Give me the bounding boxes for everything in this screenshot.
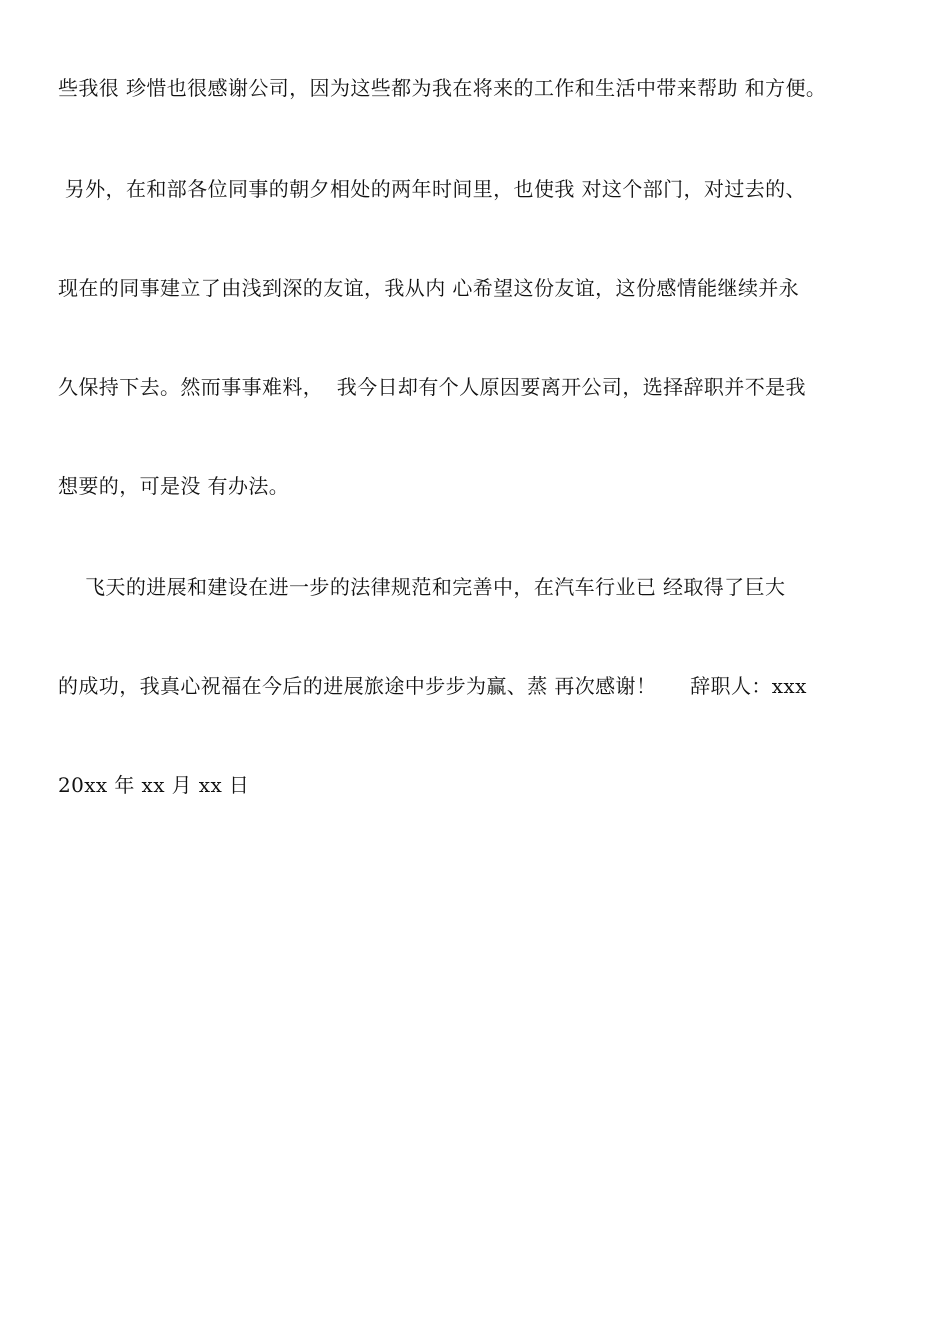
signature-line: 的成功，我真心祝福在今后的进展旅途中步步为赢、蒸 再次感谢！ 辞职人：xxx [58, 674, 807, 698]
date-line: 20xx 年 xx 月 xx 日 [58, 773, 250, 797]
body-text-line: 想要的，可是没 有办法。 [58, 474, 290, 498]
body-text-line: 飞天的进展和建设在进一步的法律规范和完善中，在汽车行业已 经取得了巨大 [58, 575, 786, 599]
body-text-line: 久保持下去。然而事事难料， 我今日却有个人原因要离开公司，选择辞职并不是我 [58, 375, 806, 399]
body-text-line: 些我很 珍惜也很感谢公司，因为这些都为我在将来的工作和生活中带来帮助 和方便。 [58, 76, 827, 100]
body-text-line: 另外，在和部各位同事的朝夕相处的两年时间里，也使我 对这个部门，对过去的、 [58, 177, 806, 201]
body-text-line: 现在的同事建立了由浅到深的友谊，我从内 心希望这份友谊，这份感情能继续并永 [58, 276, 800, 300]
